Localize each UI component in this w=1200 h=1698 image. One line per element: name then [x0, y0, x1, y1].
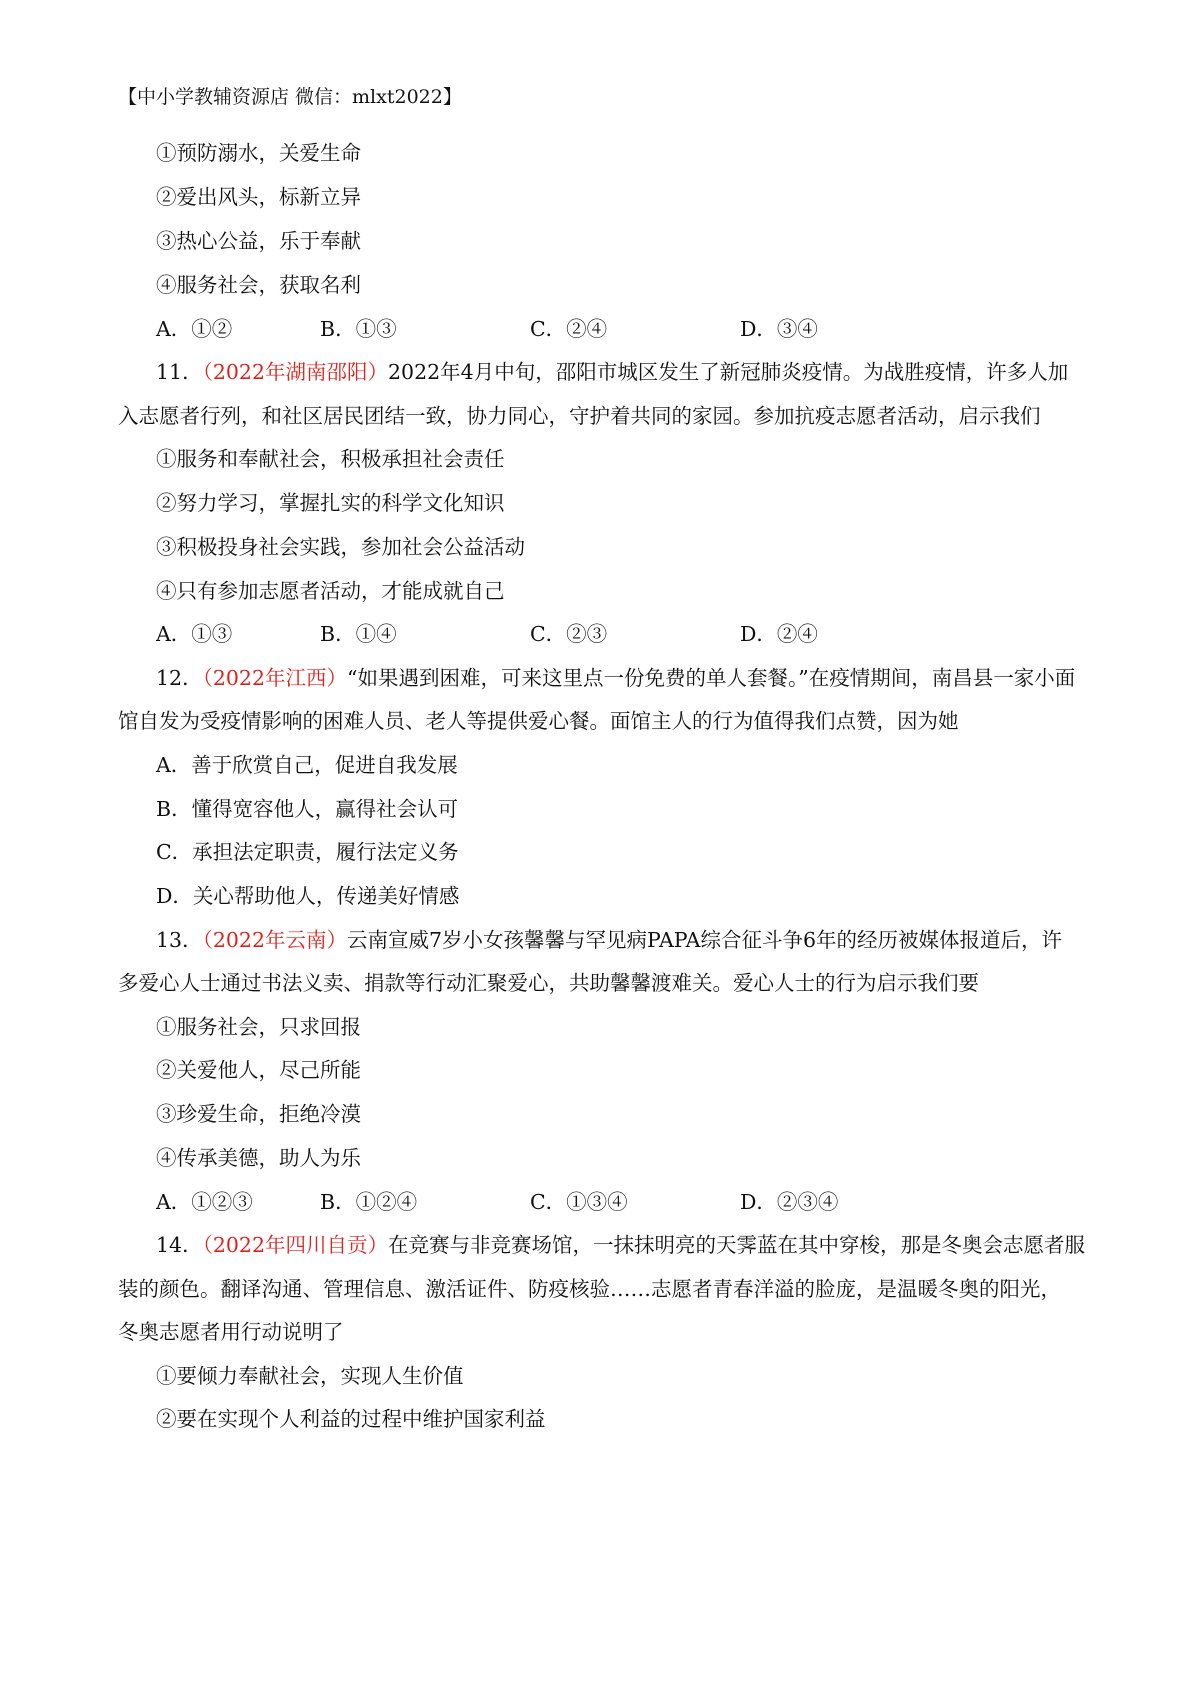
q13-stem-line-1: [156, 925, 1062, 955]
q13-item-3: ③珍爱生命，拒绝冷漠: [156, 1102, 361, 1126]
q13-stem-line-2: 多爱心人士通过书法义卖、捐款等行动汇聚爱心，共助馨馨渡难关。爱心人士的行为启示我们要: [118, 971, 979, 995]
q13-option-a: A．①②③: [156, 1190, 253, 1214]
q12-stem-line-1: [156, 663, 1075, 693]
q10-option-d: D．③④: [740, 317, 818, 341]
q14-stem-line-3: 冬奥志愿者用行动说明了: [118, 1320, 344, 1344]
q10-item-2: ②爱出风头，标新立异: [156, 185, 361, 209]
q12-option-d: D．关心帮助他人，传递美好情感: [156, 884, 460, 908]
q13-option-d: D．②③④: [740, 1190, 839, 1214]
q11-option-c: C．②③: [530, 622, 608, 646]
q10-option-c: C．②④: [530, 317, 608, 341]
q12-option-a: A．善于欣赏自己，促进自我发展: [156, 753, 458, 777]
q14-stem-line-1: [156, 1230, 1085, 1260]
q14-item-1: ①要倾力奉献社会，实现人生价值: [156, 1364, 464, 1388]
q12-option-b: B．懂得宽容他人，赢得社会认可: [156, 797, 459, 821]
q14-number: 14．: [156, 1233, 203, 1257]
q14-text-1: 在竞赛与非竞赛场馆，一抹抹明亮的天霁蓝在其中穿梭，那是冬奥会志愿者服: [388, 1233, 1086, 1257]
q11-item-3: ③积极投身社会实践，参加社会公益活动: [156, 535, 525, 559]
q11-item-2: ②努力学习，掌握扎实的科学文化知识: [156, 491, 505, 515]
q12-number: 12．: [156, 666, 203, 690]
q13-source: （2022年云南）: [202, 928, 348, 952]
q14-source: （2022年四川自贡）: [202, 1233, 389, 1257]
q10-option-b: B．①③: [320, 317, 397, 341]
q11-item-1: ①服务和奉献社会，积极承担社会责任: [156, 447, 505, 471]
q11-source: （2022年湖南邵阳）: [202, 360, 389, 384]
q11-stem-line-2: 入志愿者行列，和社区居民团结一致，协力同心，守护着共同的家园。参加抗疫志愿者活动，启示我们: [118, 404, 1041, 428]
q11-text-1: 2022年4月中旬，邵阳市城区发生了新冠肺炎疫情。为战胜疫情，许多人加: [388, 360, 1069, 384]
q13-option-b: B．①②④: [320, 1190, 418, 1214]
q14-stem-line-2: 装的颜色。翻译沟通、管理信息、激活证件、防疫核验……志愿者青春洋溢的脸庞，是温暖冬奥的阳光，: [118, 1277, 1061, 1301]
q10-item-1: ①预防溺水，关爱生命: [156, 141, 361, 165]
q13-item-1: ①服务社会，只求回报: [156, 1015, 361, 1039]
q12-option-c: C．承担法定职责，履行法定义务: [156, 840, 459, 864]
q12-source: （2022年江西）: [202, 666, 348, 690]
q11-option-b: B．①④: [320, 622, 397, 646]
q13-number: 13．: [156, 928, 203, 952]
q10-item-3: ③热心公益，乐于奉献: [156, 229, 361, 253]
q11-stem-line-1: [156, 357, 1068, 387]
page-header: 【中小学教辅资源店 微信：mlxt2022】: [118, 86, 462, 108]
q11-number: 11．: [156, 360, 203, 384]
q11-option-d: D．②④: [740, 622, 818, 646]
q14-item-2: ②要在实现个人利益的过程中维护国家利益: [156, 1407, 546, 1431]
q13-item-4: ④传承美德，助人为乐: [156, 1146, 361, 1170]
q11-item-4: ④只有参加志愿者活动，才能成就自己: [156, 579, 505, 603]
q13-text-1: 云南宣威7岁小女孩馨馨与罕见病PAPA综合征斗争6年的经历被媒体报道后，许: [347, 928, 1063, 952]
q13-item-2: ②关爱他人，尽己所能: [156, 1058, 361, 1082]
q12-text-1: “如果遇到困难，可来这里点一份免费的单人套餐。”在疫情期间，南昌县一家小面: [347, 666, 1076, 690]
q12-stem-line-2: 馆自发为受疫情影响的困难人员、老人等提供爱心餐。面馆主人的行为值得我们点赞，因为她: [118, 709, 959, 733]
q10-option-a: A．①②: [156, 317, 233, 341]
q11-option-a: A．①③: [156, 622, 233, 646]
q10-item-4: ④服务社会，获取名利: [156, 273, 361, 297]
q13-option-c: C．①③④: [530, 1190, 628, 1214]
